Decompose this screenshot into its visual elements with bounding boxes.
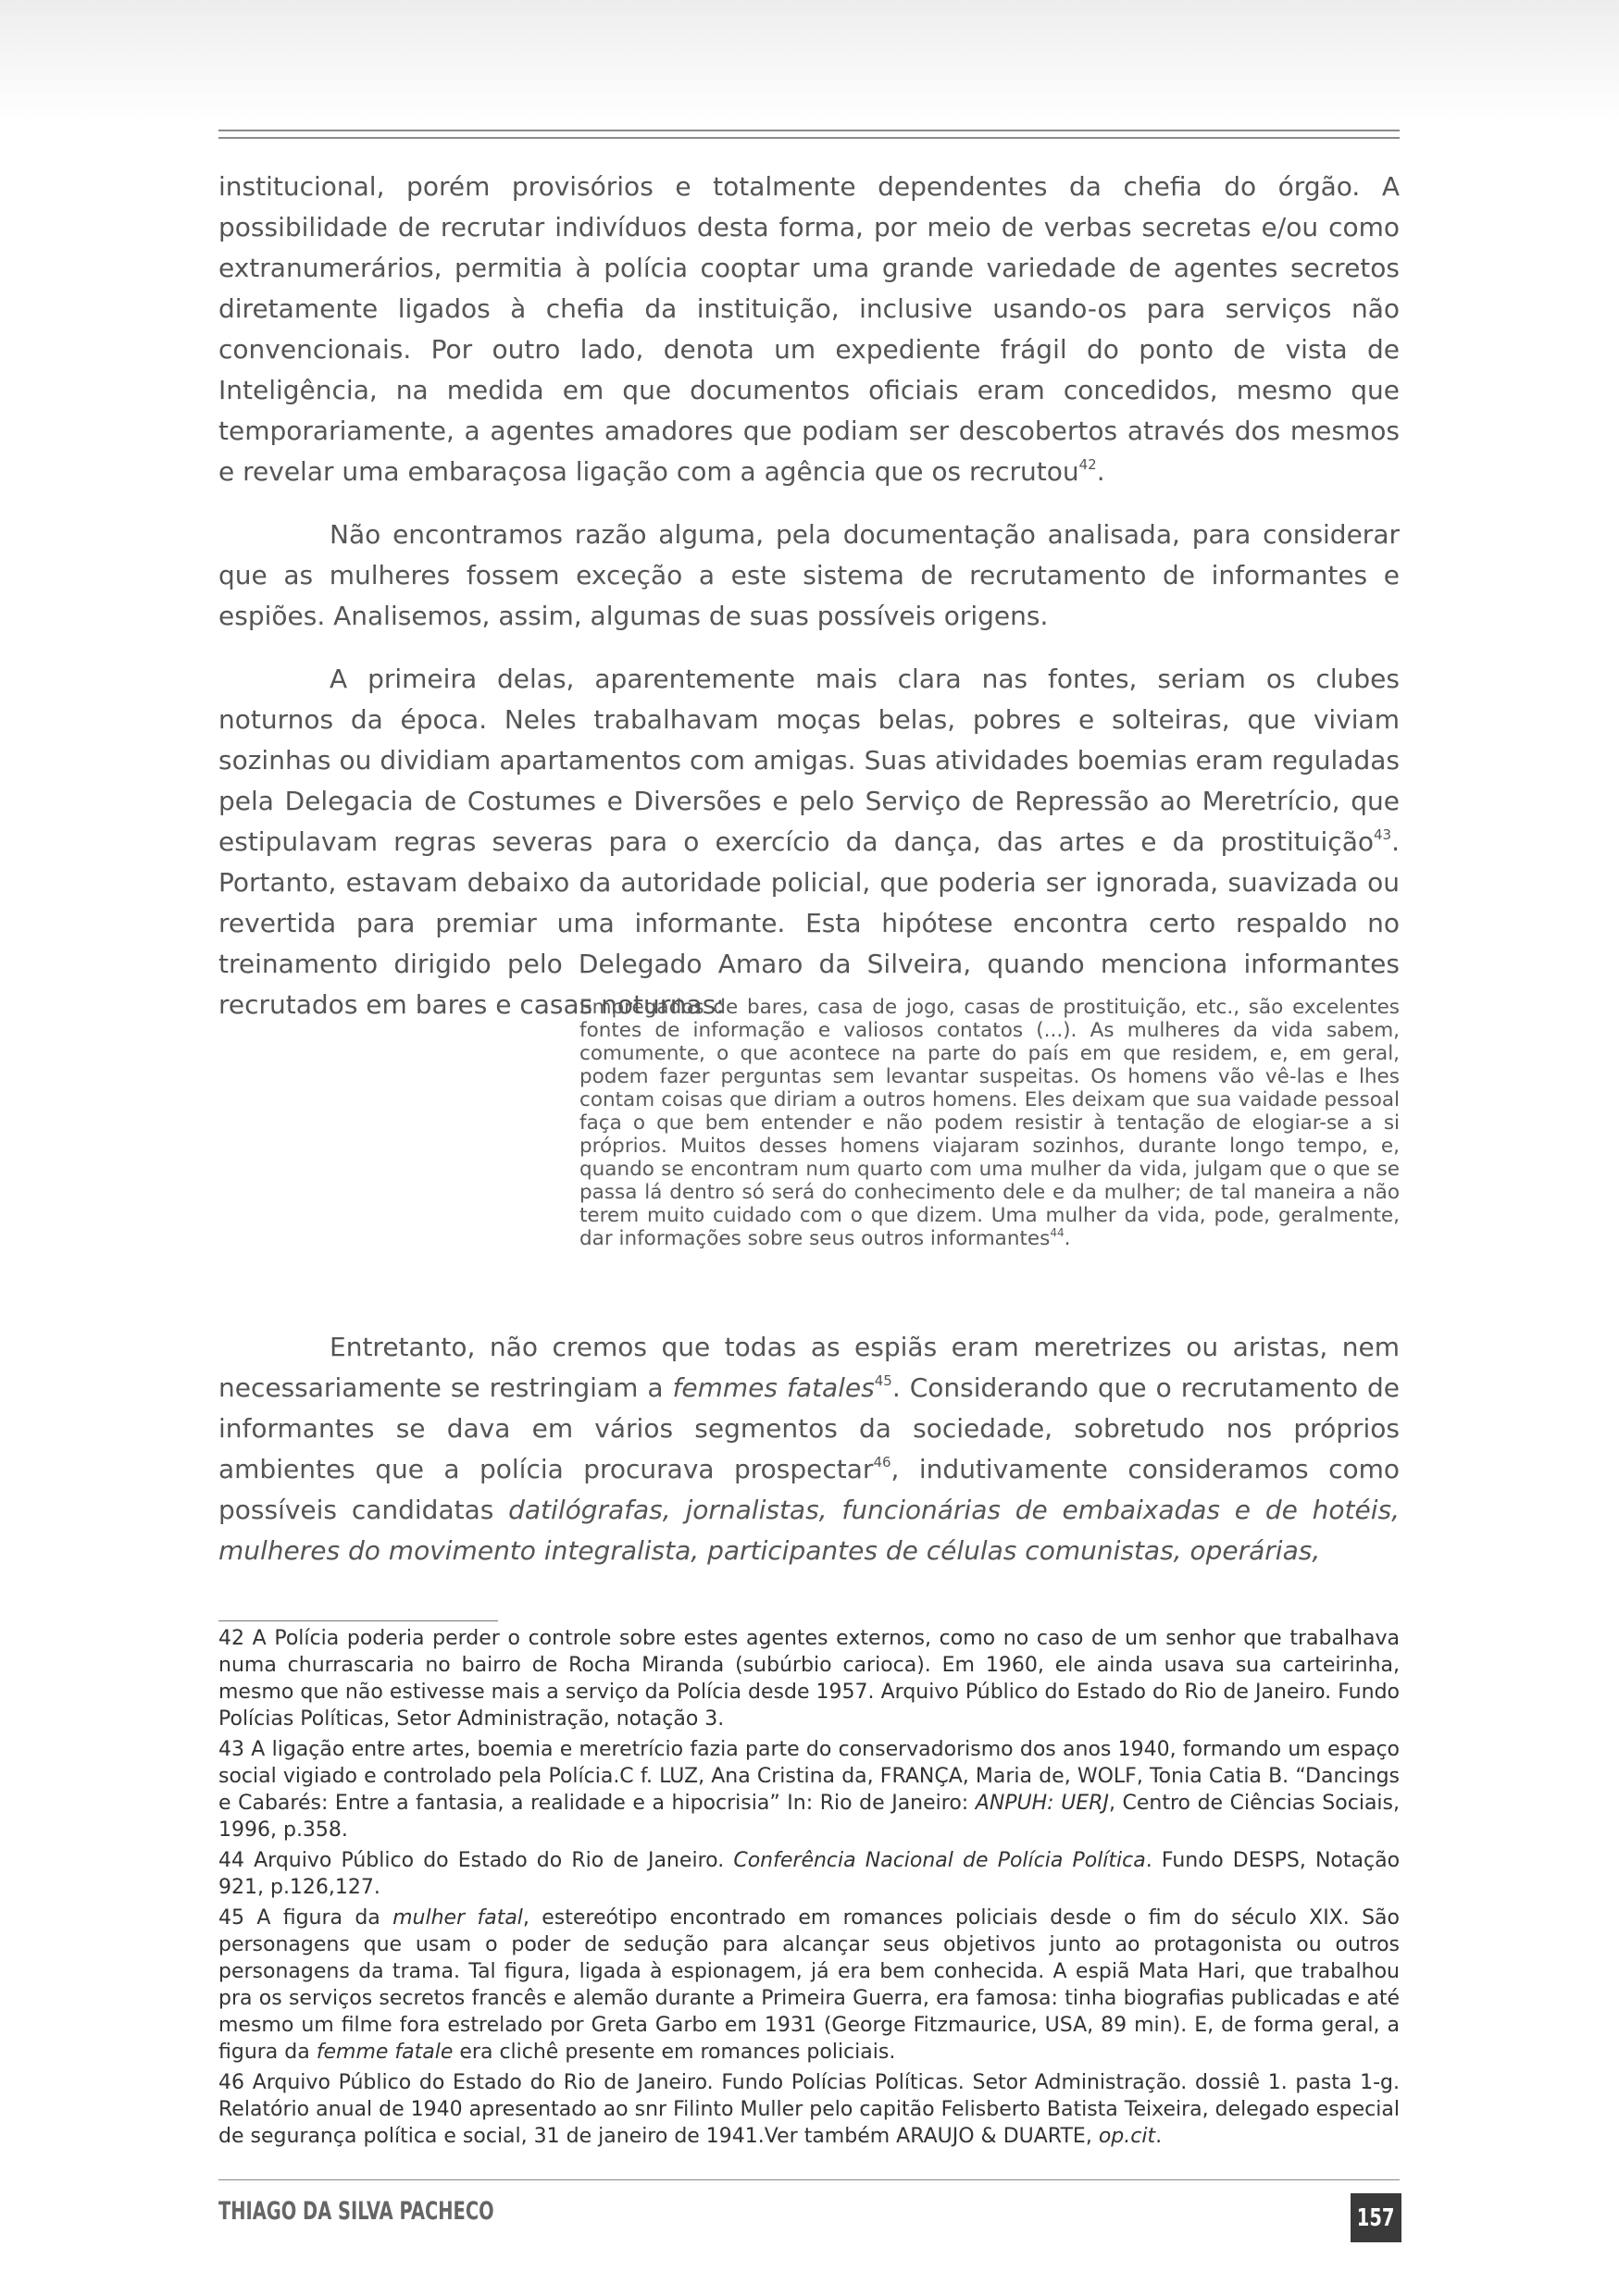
footnote-ref-45[interactable]: 45 bbox=[874, 1372, 892, 1389]
paragraph-3: A primeira delas, aparentemente mais clara nas fontes, seriam os clubes noturnos da época. Neles trabalhavam moças belas, pobres e solteiras, que viviam sozinhas ou dividiam apartamentos com amigas. Suas atividades boemias eram reguladas pela Delegacia de Costumes e Diversões e pelo Serviço de Repressão ao Meretrício, que estipulavam regras severas para o exercício da dança, das artes e da prostituição$^{43}$. Portanto, estavam debaixo da autoridade policial, que poderia ser ignorada, suavizada ou revertida para premiar uma informante. Esta hipótese encontra certo respaldo no treinamento dirigido pelo Delegado Amaro da Silveira, quando menciona informantes recrutados em bares e casas noturnas: bbox=[218, 664, 1400, 1020]
footnote-45: 45 A figura da mulher fatal, estereótipo encontrado em romances policiais desde o fim do século XIX. São personagens que usam o poder de sedução para alcançar seus objetivos junto ao protagonista ou outros personagens da trama. Tal figura, ligada à espionagem, já era bem conhecida. A espiã Mata Hari, que trabalhou pra os serviços secretos francês e alemão durante a Primeira Guerra, era famosa: tinha biografias publicadas e até mesmo um filme fora estrelado por Greta Garbo em 1931 (George Fitzmaurice, USA, 89 min). E, de forma geral, a figura da femme fatale era clichê presente em romances policiais. bbox=[218, 1906, 1400, 2064]
header-double-rule bbox=[218, 130, 1400, 139]
footnote-44: 44 Arquivo Público do Estado do Rio de Janeiro. Conferência Nacional de Polícia Política. Fundo DESPS, Notação 921, p.126,127. bbox=[218, 1849, 1401, 1899]
footnote-ref-42[interactable]: 42 bbox=[1078, 456, 1097, 473]
footnote-ref-43[interactable]: 43 bbox=[1374, 826, 1392, 843]
paragraph-2: Não encontramos razão alguma, pela documentação analisada, para considerar que as mulheres fossem exceção a este sistema de recrutamento de informantes e espiões. Analisemos, assim, algumas de suas possíveis origens. bbox=[218, 519, 1400, 631]
page-number-badge bbox=[1351, 2193, 1401, 2242]
main-text bbox=[218, 167, 1400, 1048]
footnotes bbox=[218, 1625, 1400, 2153]
footnote-43: 43 A ligação entre artes, boemia e meretrício fazia parte do conservadorismo dos anos 1940, formando um espaço social vigiado e controlado pela Polícia.C f. LUZ, Ana Cristina da, FRANÇA, Maria de, WOLF, Tonia Catia B. “Dancings e Cabarés: Entre a fantasia, a realidade e a hipocrisia” In: Rio de Janeiro: ANPUH: UERJ, Centro de Ciências Sociais, 1996, p.358. bbox=[218, 1738, 1400, 1842]
block-quote: Empregados de bares, casa de jogo, casas de prostituição, etc., são excelentes fontes de informação e valiosos contatos (...). As mulheres da vida sabem, comumente, o que acontece na parte do país em que residem, e, em geral, podem fazer perguntas sem levantar suspeitas. Os homens vão vê-las e lhes contam coisas que diriam a outros homens. Eles deixam que sua vaidade pessoal faça o que bem entender e não podem resistir à tentação de elogiar-se a si próprios. Muitos desses homens viajaram sozinhos, durante longo tempo, e, quando se encontram num quarto com uma mulher da vida, julgam que o que se passa lá dentro só será do conhecimento dele e da mulher; de tal maneira a não terem muito cuidado com o que dizem. Uma mulher da vida, pode, geralmente, dar informações sobre seus outros informantes$^{44}$. bbox=[579, 996, 1400, 1250]
footnote-46: 46 Arquivo Público do Estado do Rio de Janeiro. Fundo Polícias Políticas. Setor Administração. dossiê 1. pasta 1-g. Relatório anual de 1940 apresentado ao snr Filinto Muller pelo capitão Felisberto Batista Teixeira, delegado especial de segurança política e social, 31 de janeiro de 1941.Ver também ARAUJO & DUARTE, op.cit. bbox=[218, 2071, 1400, 2148]
footnote-42: 42 A Polícia poderia perder o controle sobre estes agentes externos, como no caso de um senhor que trabalhava numa churrascaria no bairro de Rocha Miranda (subúrbio carioca). Em 1960, ele ainda usava sua carteirinha, mesmo que não estivesse mais a serviço da Polícia desde 1957. Arquivo Público do Estado do Rio de Janeiro. Fundo Polícias Políticas, Setor Administração, notação 3. bbox=[218, 1627, 1400, 1731]
paragraph-1: institucional, porém provisórios e totalmente dependentes da chefia do órgão. A possibilidade de recrutar indivíduos desta forma, por meio de verbas secretas e/ou como extranumerários, permitia à polícia cooptar uma grande variedade de agentes secretos diretamente ligados à chefia da instituição, inclusive usando-os para serviços não convencionais. Por outro lado, denota um expediente frágil do ponto de vista de Inteligência, na medida em que documentos oficiais eram concedidos, mesmo que temporariamente, a agentes amadores que podiam ser descobertos através dos mesmos e revelar uma embaraçosa ligação com a agência que os recrutou$^{42}$. bbox=[218, 171, 1400, 487]
page-number: 157 bbox=[1357, 2203, 1395, 2232]
footer-rule bbox=[218, 2179, 1400, 2180]
footnote-ref-44[interactable]: 44 bbox=[1050, 1226, 1065, 1239]
footnote-separator bbox=[218, 1620, 498, 1621]
running-footer-author: THIAGO DA SILVA PACHECO bbox=[218, 2197, 494, 2226]
footnote-ref-46[interactable]: 46 bbox=[873, 1454, 891, 1471]
paragraph-4: Entretanto, não cremos que todas as espiãs eram meretrizes ou aristas, nem necessariamente se restringiam a femmes fatales$^{45}$. Considerando que o recrutamento de informantes se dava em vários segmentos da sociedade, sobretudo nos próprios ambientes que a polícia procurava prospectar$^{46}$, indutivamente consideramos como possíveis candidatas datilógrafas, jornalistas, funcionárias de embaixadas e de hotéis, mulheres do movimento integralista, participantes de células comunistas, operárias, bbox=[218, 1332, 1400, 1566]
